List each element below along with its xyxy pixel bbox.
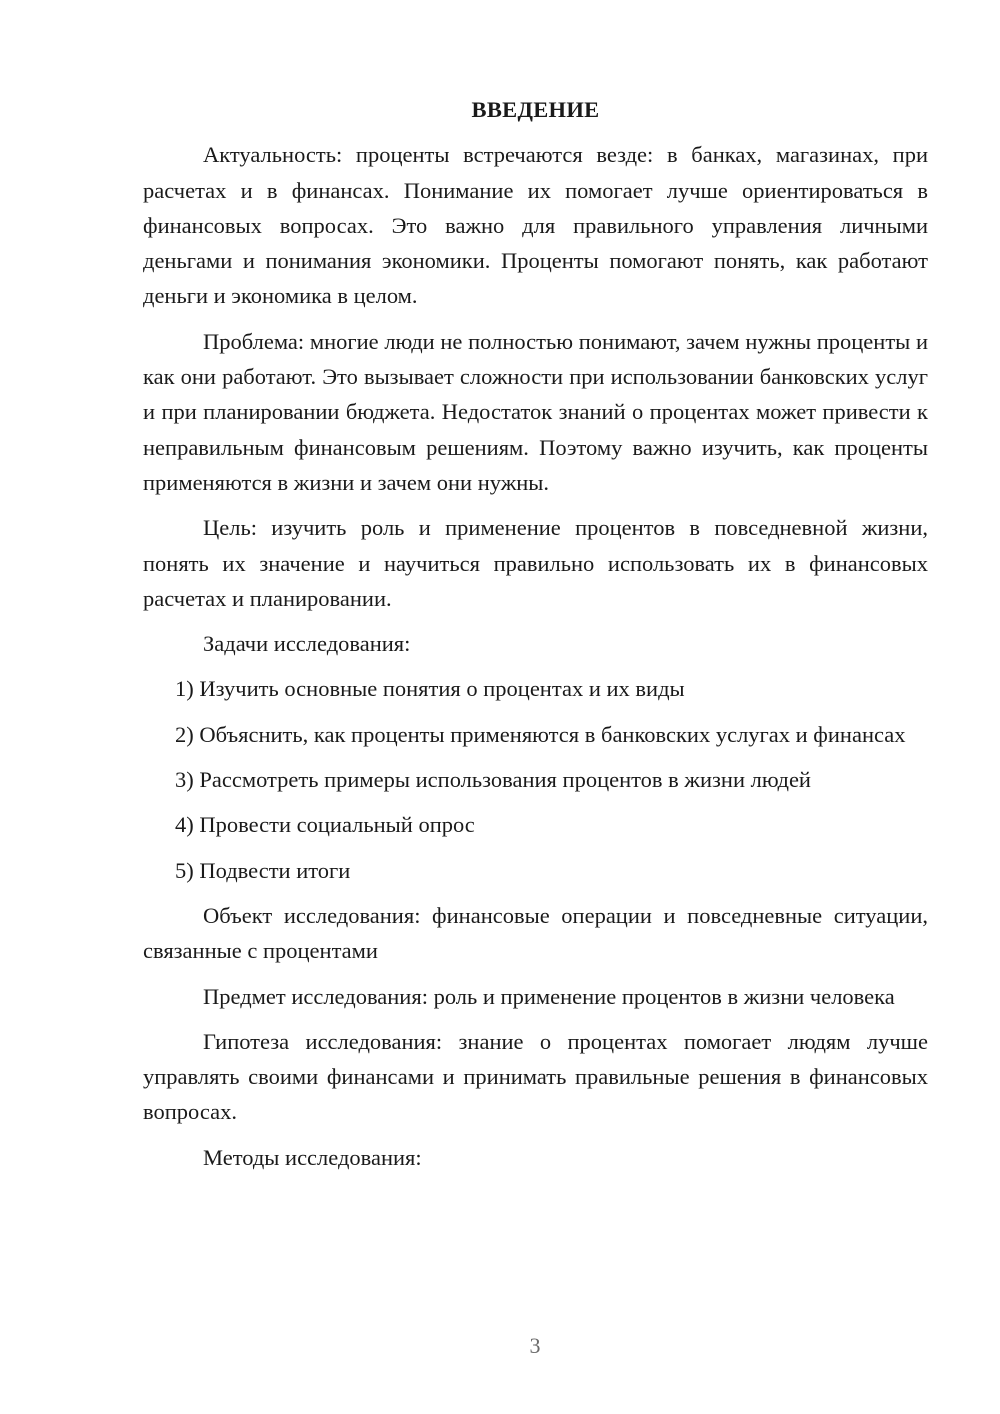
tasks-title: Задачи исследования: [203,631,411,657]
methods-title: Методы исследования: [203,1144,422,1170]
paragraph-hypothesis: Гипотеза исследования: знание о процентах помогает людям лучше управлять своими финансами и принимать правильные решения в финансовых вопросах. [143,1028,928,1125]
document-page [143,92,928,1185]
page-number: 3 [529,1333,541,1358]
task-item-1: 1) Изучить основные понятия о процентах и их виды [175,676,685,702]
paragraph-goal: Цель: изучить роль и применение процентов в повседневной жизни, понять их значение и научиться правильно использовать их в финансовых расчетах и планировании. [143,515,928,611]
task-item-4: 4) Провести социальный опрос [175,812,475,838]
paragraph-relevance: Актуальность: проценты встречаются везде: в банках, магазинах, при расчетах и в финансах. Понимание их помогает лучше ориентироваться в финансовых вопросах. Это важно для правильного управления личными деньгами и понимания экономики. Проценты помогают понять, как работают деньги и экономика в целом. [143,142,928,309]
paragraph-object: Объект исследования: финансовые операции и повседневные ситуации, связанные с процентами [143,902,928,964]
paragraph-problem: Проблема: многие люди не полностью понимают, зачем нужны проценты и как они работают. Это вызывает сложности при использовании банковских услуг и при планировании бюджета. Недостаток знаний о процентах может привести к неправильным финансовым решениям. Поэтому важно изучить, как проценты применяются в жизни и зачем они нужны. [143,328,928,495]
task-item-3: 3) Рассмотреть примеры использования процентов в жизни людей [175,767,811,793]
page-title: ВВЕДЕНИЕ [471,97,600,122]
task-item-5: 5) Подвести итоги [175,857,351,883]
paragraph-subject: Предмет исследования: роль и применение процентов в жизни человека [203,983,895,1009]
task-item-2: 2) Объяснить, как проценты применяются в банковских услугах и финансах [175,721,906,747]
